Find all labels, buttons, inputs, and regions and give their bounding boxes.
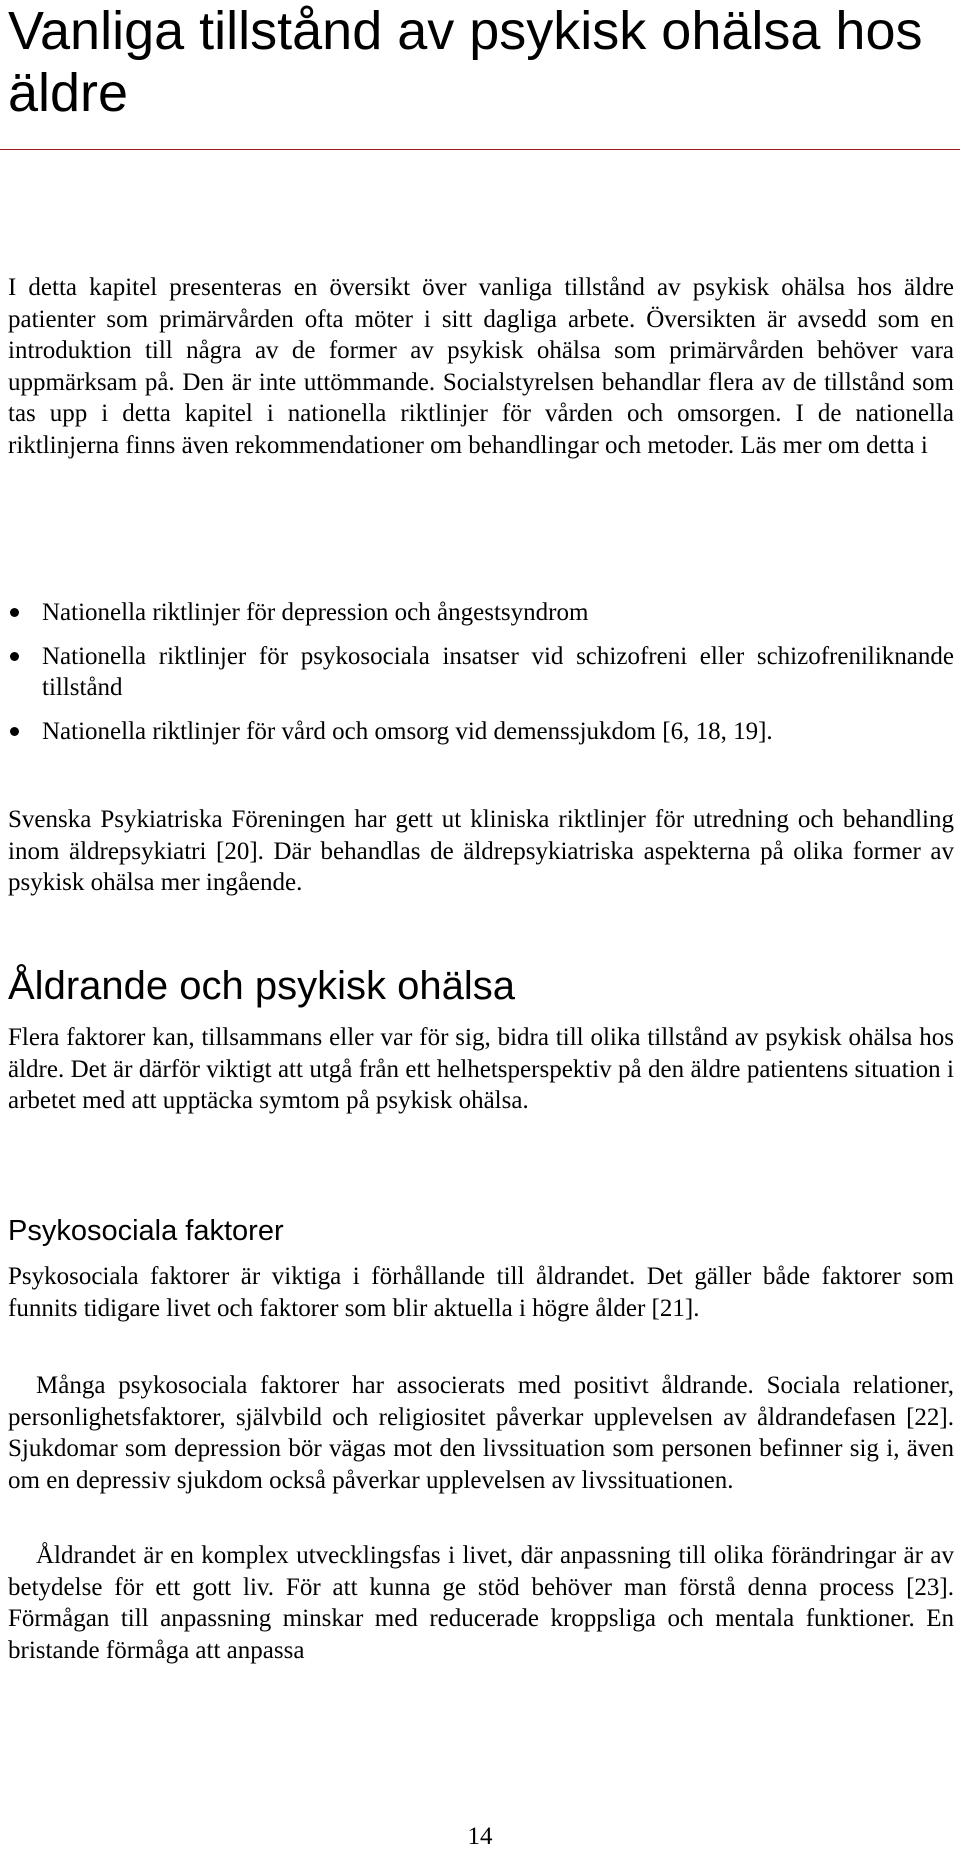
subsection-paragraph-3: Åldrandet är en komplex utvecklingsfas i livet, där anpassning till olika förändringar är av betydelse för ett gott liv. För att kunna ge stöd behöver man förstå denna process [23]. Förmågan till anpassning minskar med reducerade kroppsliga och mentala funktioner. En bristande förmåga att anpassa: [8, 1542, 954, 1664]
subsection-paragraph-2: Många psykosociala faktorer har associerats med positivt åldrande. Sociala relationer, personlighetsfaktorer, självbild och religiositet påverkar upplevelsen av åldrandefasen [22]. Sjukdomar som depression bör vägas mot den livssituation som personen befinner sig i, även om en depressiv sjukdom också påverkar upplevelsen av livssituationen.: [8, 1372, 954, 1494]
guideline-list: [8, 597, 954, 759]
chapter-title: Vanliga tillstånd av psykisk ohälsa hos äldre: [8, 1, 923, 123]
list-item: [8, 641, 954, 704]
bullet-icon: [10, 652, 19, 661]
bullet-icon: [10, 727, 19, 736]
subsection-heading: Psykosociala faktorer: [8, 1215, 284, 1247]
intro-paragraph: I detta kapitel presenteras en översikt över vanliga tillstånd av psykisk ohälsa hos äldre patienter som primärvården ofta möter i sitt dagliga arbete. Översikten är avsedd som en introduktion till några av de former av psykisk ohälsa som primärvården behöver vara uppmärksam på. Den är inte uttömmande. Socialstyrelsen behandlar flera av de tillstånd som tas upp i detta kapitel i nationella riktlinjer för vården och omsorgen. I de nationella riktlinjerna finns även rekommendationer om behandlingar och metoder. Läs mer om detta i: [8, 274, 954, 459]
list-item-text: Nationella riktlinjer för depression och ångestsyndrom: [42, 599, 589, 626]
list-item: [8, 716, 954, 748]
page-number: 14: [467, 1823, 493, 1850]
section-paragraph: Flera faktorer kan, tillsammans eller var för sig, bidra till olika tillstånd av psykisk ohälsa hos äldre. Det är därför viktigt att utgå från ett helhetsperspektiv på den äldre patientens situation i arbetet med att upptäcka symtom på psykisk ohälsa.: [8, 1024, 954, 1114]
list-item-text: Nationella riktlinjer för vård och omsorg vid demenssjukdom [6, 18, 19].: [42, 717, 773, 745]
title-divider: [0, 149, 960, 150]
subsection-paragraph-1: Psykosociala faktorer är viktiga i förhållande till åldrandet. Det gäller både faktorer som funnits tidigare livet och faktorer som blir aktuella i högre ålder [21].: [8, 1263, 954, 1322]
bullet-icon: [10, 608, 19, 617]
paragraph-2: Svenska Psykiatriska Föreningen har gett ut kliniska riktlinjer för utredning och behandling inom äldrepsykiatri [20]. Där behandlas de äldrepsykiatriska aspekterna på olika former av psykisk ohälsa mer ingående.: [8, 806, 954, 896]
list-item-text: Nationella riktlinjer för psykosociala insatser vid schizofreni eller schizofreniliknande tillstånd: [42, 642, 954, 701]
section-heading: Åldrande och psykisk ohälsa: [8, 964, 515, 1008]
list-item: [8, 597, 954, 629]
